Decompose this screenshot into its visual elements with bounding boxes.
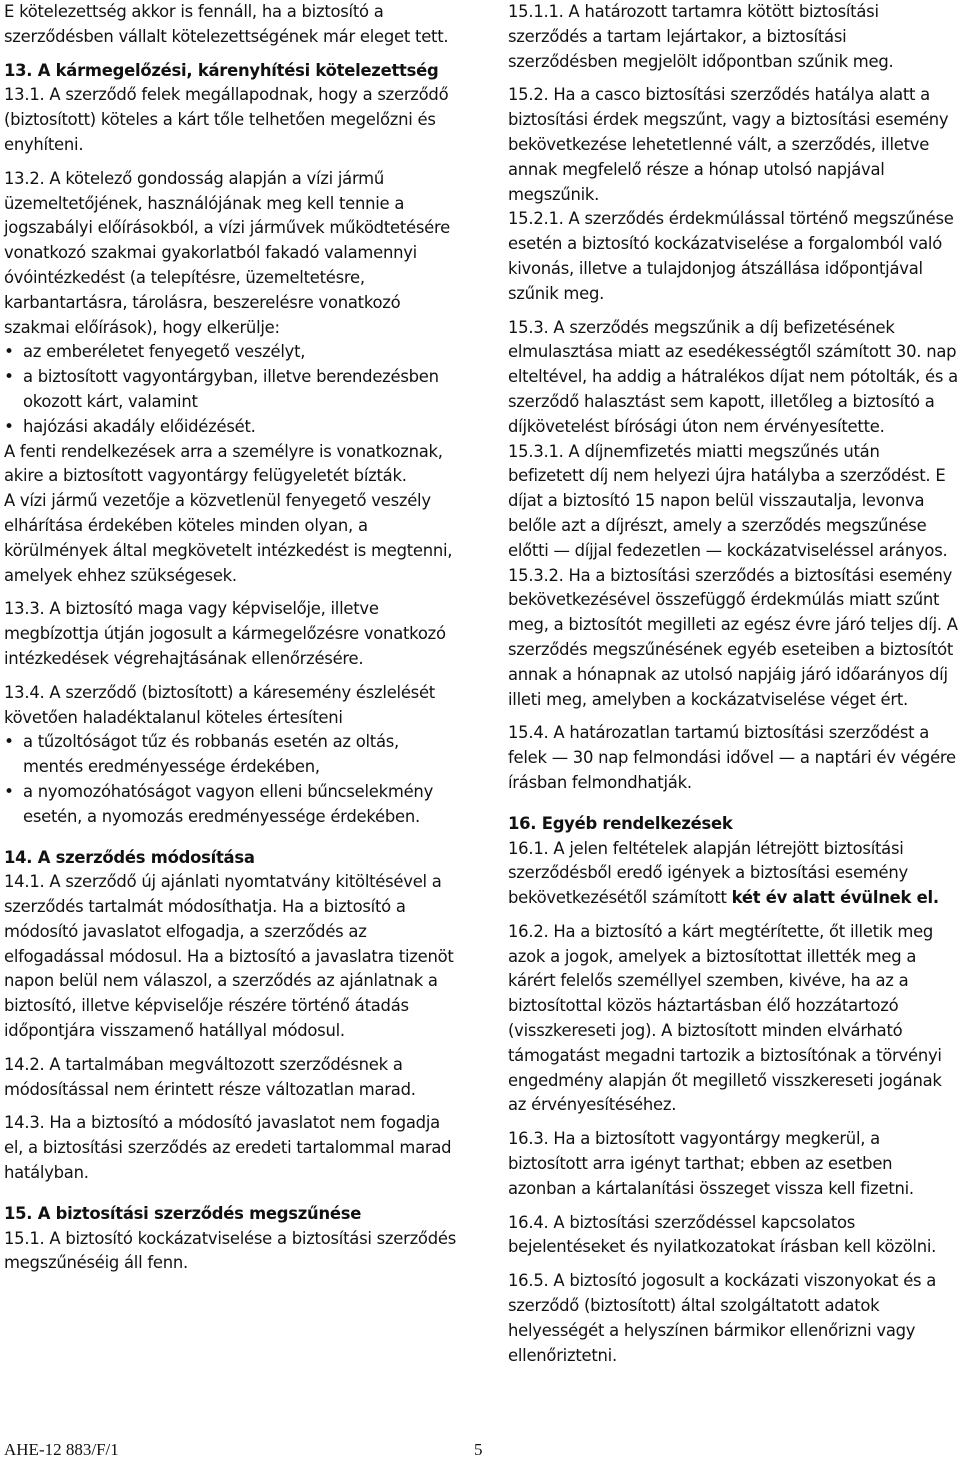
paragraph-13-2b: A fenti rendelkezések arra a személyre is vonatkoznak, akire a biztosított vagyontárgy felügyeletét bízták. bbox=[4, 441, 443, 486]
paragraph-13-2c: A vízi jármű vezetője a közvetlenül fenyegető veszély elhárítása érdekében köteles minden olyan, a körülmények által megkövetelt intézkedést is megtenni, amelyek ehhez szükségesek. bbox=[4, 491, 453, 585]
paragraph-intro: E kötelezettség akkor is fennáll, ha a biztosító a szerződésben vállalt kötelezettségének már eleget tett. bbox=[4, 2, 449, 46]
section-heading-13: 13. A kármegelőzési, kárenyhítési kötelezettség bbox=[4, 60, 439, 80]
list-item: • a nyomozóhatóságot vagyon elleni bűncselekmény esetén, a nyomozás eredményessége érdekében. bbox=[4, 780, 456, 830]
footer-document-code: AHE-12 883/F/1 bbox=[4, 1440, 119, 1459]
list-item: • a tűzoltóságot tűz és robbanás esetén az oltás, mentés eredményessége érdekében, bbox=[4, 730, 456, 780]
paragraph-16-4: 16.4. A biztosítási szerződéssel kapcsolatos bejelentéseket és nyilatkozatokat írásban kell közölni. bbox=[508, 1212, 937, 1257]
paragraph-13-1: 13.1. A szerződő felek megállapodnak, hogy a szerződő (biztosított) köteles a kárt tőle telhetően megelőzni és enyhíteni. bbox=[4, 85, 449, 154]
paragraph-15-2-1: 15.2.1. A szerződés érdekmúlással történő megszűnése esetén a biztosító kockázatviselése a forgalomból való kivonás, illetve a tulajdonjog átszállása időpontjával szűnik meg. bbox=[508, 209, 954, 303]
paragraph-16-5: 16.5. A biztosító jogosult a kockázati viszonyokat és a szerződő (biztosított) által szolgáltatott adatok helyességét a helyszínen bármikor ellenőrizni vagy ellenőriztetni. bbox=[508, 1271, 937, 1365]
paragraph-15-3-2: 15.3.2. Ha a biztosítási szerződés a biztosítási esemény bekövetkezésével összefüggő érdekmúlás miatt szűnt meg, a biztosítót megilleti az egész évre járó teljes díj. A szerződés megszűnésének egyéb eseteiben a biztosítót annak a hónapnak az utolsó napjáig járó időarányos díj illeti meg, amelyben a kockázatviselése véget ért. bbox=[508, 565, 958, 709]
section-heading-15: 15. A biztosítási szerződés megszűnése bbox=[4, 1203, 362, 1223]
right-column bbox=[508, 0, 960, 1377]
paragraph-14-2: 14.2. A tartalmában megváltozott szerződésnek a módosítással nem érintett része változatlan marad. bbox=[4, 1054, 416, 1099]
left-column bbox=[4, 0, 456, 1285]
paragraph-15-3: 15.3. A szerződés megszűnik a díj befizetésének elmulasztása miatt az esedékességtől számított 30. nap elteltével, ha addig a hátralékos díjat nem pótolták, és a szerződő halasztást sem kapott, illetőleg a biztosító a díjkövetelést bírósági úton nem érvényesítette. bbox=[508, 317, 958, 436]
paragraph-16-1 bbox=[508, 837, 960, 911]
paragraph-15-3-1: 15.3.1. A díjnemfizetés miatti megszűnés után befizetett díj nem helyezi újra hatályba a szerződést. E díjat a biztosító 15 napon belül visszautalja, levonva belőle azt a díjrészt, amely a szerződés megszűnése előtti — díjjal fedezetlen — kockázatviseléssel arányos. bbox=[508, 441, 948, 560]
paragraph-13-4: 13.4. A szerződő (biztosított) a káresemény észlelését követően haladéktalanul köteles értesíteni bbox=[4, 682, 435, 727]
list-item: • hajózási akadály előidézését. bbox=[4, 415, 456, 440]
paragraph-15-4: 15.4. A határozatlan tartamú biztosítási szerződést a felek — 30 nap felmondási idővel — a naptári év végére írásban felmondhatják. bbox=[508, 723, 956, 792]
paragraph-16-1-text: 16.1. A jelen feltételek alapján létrejött biztosítási szerződésből eredő igények a biztosítási esemény bekövetkezésétől számított bbox=[508, 838, 908, 908]
paragraph-13-3: 13.3. A biztosító maga vagy képviselője, illetve megbízottja útján jogosult a kármegelőzésre vonatkozó intézkedések végrehajtásának ellenőrzésére. bbox=[4, 599, 446, 668]
list-13-2 bbox=[4, 340, 456, 439]
paragraph-14-1: 14.1. A szerződő új ajánlati nyomtatvány kitöltésével a szerződés tartalmát módosíthatja. Ha a biztosító a módosító javaslatot elfogadja, a szerződés az elfogadással módosul. Ha a biztosító a javaslatra tizenöt napon belül nem válaszol, a szerződés az ajánlatnak a biztosító, illetve képviselője részére történő átadás időpontjára visszamenő hatállyal módosul. bbox=[4, 872, 454, 1041]
paragraph-15-1: 15.1. A biztosító kockázatviselése a biztosítási szerződés megszűnéséig áll fenn. bbox=[4, 1228, 456, 1273]
paragraph-13-2: 13.2. A kötelező gondosság alapján a vízi jármű üzemeltetőjének, használójának meg kell tennie a jogszabályi előírásokból, a vízi járművek működtetésére vonatkozó szakmai gyakorlatból fakadó valamennyi óvóintézkedést (a telepítésre, üzemeltetésre, karbantartásra, tárolásra, beszerelésre vonatkozó szakmai előírások), hogy elkerülje: bbox=[4, 168, 450, 337]
paragraph-15-1-1: 15.1.1. A határozott tartamra kötött biztosítási szerződés a tartam lejártakor, a biztosítási szerződésben megjelölt időpontban szűnik meg. bbox=[508, 2, 894, 71]
section-heading-14: 14. A szerződés módosítása bbox=[4, 847, 255, 867]
list-item: • az emberéletet fenyegető veszélyt, bbox=[4, 340, 456, 365]
paragraph-15-2: 15.2. Ha a casco biztosítási szerződés hatálya alatt a biztosítási érdek megszűnt, vagy a biztosítási esemény bekövetkezése lehetetlenné vált, a szerződés, illetve annak megfelelő része a hónap utolsó napjával megszűnik. bbox=[508, 85, 949, 204]
paragraph-16-2: 16.2. Ha a biztosító a kárt megtérítette, őt illetik meg azok a jogok, amelyek a biztosítottat illették meg a kárért felelős személlyel szemben, kivéve, ha az a biztosítottal közös háztartásban élő hozzátartozó (visszkereseti jog). A biztosított minden elvárható támogatást megadni tartozik a biztosítónak a törvényi engedmény alapján őt megillető visszkereseti jogának az érvényesítéséhez. bbox=[508, 921, 942, 1115]
paragraph-14-3: 14.3. Ha a biztosító a módosító javaslatot nem fogadja el, a biztosítási szerződés az eredeti tartalommal marad hatályban. bbox=[4, 1113, 452, 1183]
paragraph-16-3: 16.3. Ha a biztosított vagyontárgy megkerül, a biztosított arra igényt tarthat; ebben az esetben azonban a kártalanítási összeget vissza kell fizetni. bbox=[508, 1129, 914, 1198]
list-13-4 bbox=[4, 730, 456, 829]
footer-page-number: 5 bbox=[474, 1440, 483, 1459]
list-item: • a biztosított vagyontárgyban, illetve berendezésben okozott kárt, valamint bbox=[4, 365, 456, 415]
section-heading-16: 16. Egyéb rendelkezések bbox=[508, 813, 733, 833]
paragraph-16-1-emphasis: két év alatt évülnek el. bbox=[731, 888, 939, 908]
